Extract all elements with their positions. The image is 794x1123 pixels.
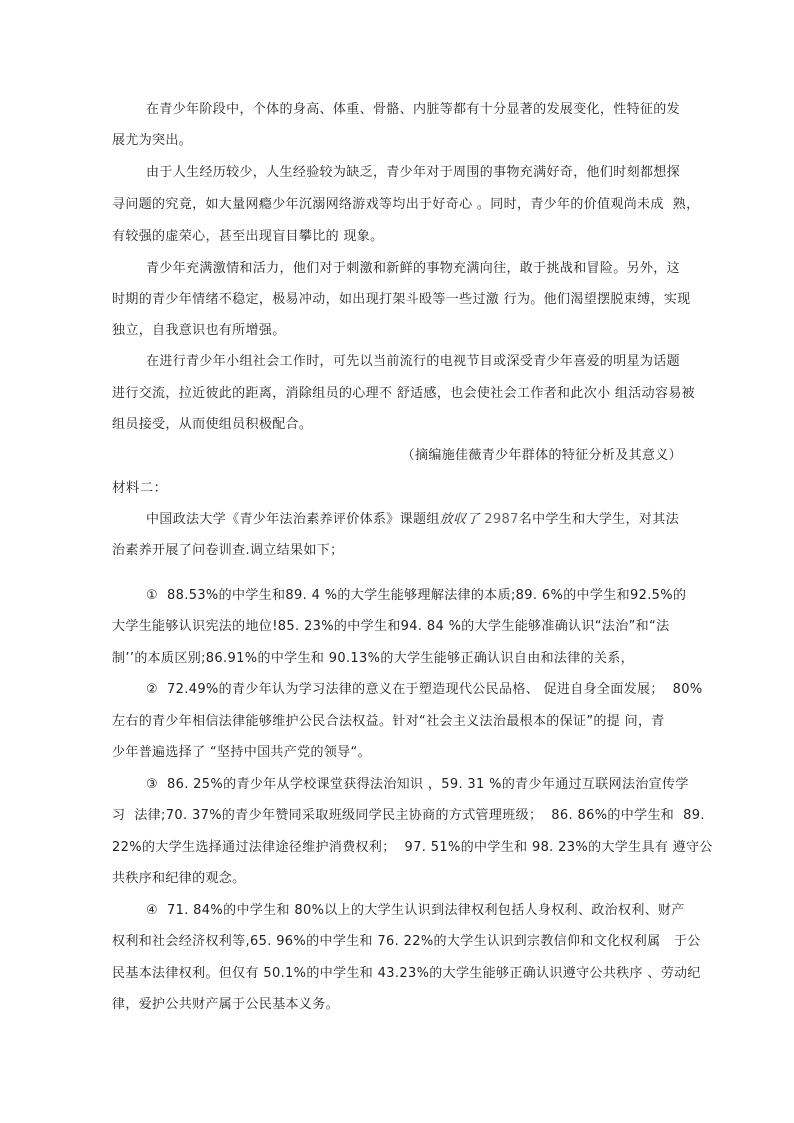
paragraph-4-line-3: 组员接受，从而使组员积极配合。	[112, 417, 313, 432]
material-two-heading: 材料二：	[112, 480, 168, 496]
item-4-line-2: 权利和社会经济权利等,65. 96%的中学生和 76. 22%的大学生认识到宗教信仰和文化权利属 于公	[112, 934, 701, 949]
intro-text-b: 放収了	[439, 512, 480, 527]
paragraph-1-line-2: 展尤为突出。	[112, 133, 193, 148]
item-3-line-1: ③ 86. 25%的青少年从学校课堂获得法治知识 ，59. 31 %的青少年通过互联网法治宣传学	[146, 777, 689, 792]
paragraph-3-line-2: 时期的青少年情绪不稳定，极易冲动，如出现打架斗殴等一些过激 行为。他们渴望摆脱束缚，实现	[112, 292, 691, 307]
item-2-line-2: 左右的青少年相信法律能够维护公民合法权益。针对“社会主义法治最根本的保证”的提 问，青	[112, 714, 665, 729]
item-3-line-4: 共秩序和纪律的观念。	[112, 871, 246, 886]
paragraph-2-line-2: 寻问题的究竟，如大量网瘾少年沉溺网络游戏等均出于好奇心 。同时，青少年的价值观尚未成 熟，	[112, 197, 700, 212]
paragraph-4-line-1: 在进行青少年小组社会工作时，可先以当前流行的电视节目或深受青少年喜爱的明星为话题	[146, 354, 681, 369]
item-3-line-3: 22%的大学生选择通过法律途径维护消费权利； 97. 51%的中学生和 98. 23%的大学生具有 遵守公	[112, 840, 713, 855]
paragraph-2-line-1: 由于人生经历较少，人生经验较为缺乏，青少年对于周围的事物充满好奇，他们时刻都想探	[146, 165, 681, 180]
item-2-line-3: 少年普遍选择了 “坚持中国共产党的领导“。	[112, 745, 371, 760]
item-4-line-1: ④ 71. 84%的中学生和 80%以上的大学生认识到法律权利包括人身权利、政治权利、财产	[146, 903, 685, 918]
source-note: （摘编施佳薇青少年群体的特征分析及其意义）	[401, 448, 682, 463]
intro-text-a: 中国政法大学《青少年法治素养评价体系》课题组	[146, 512, 440, 527]
paragraph-1-line-1: 在青少年阶段中，个体的身高、体重、骨骼、内脏等都有十分显著的发展变化，性特征的发	[146, 102, 681, 117]
intro-text-d: 名中学生和大学生，对其法	[518, 512, 679, 527]
paragraph-4-line-2: 进行交流，拉近彼此的距离，消除组员的心理不 舒适感，也会使社会工作者和此次小 组活动容易被	[112, 386, 696, 401]
item-3-line-2: 习 法律;70. 37%的青少年赞同采取班级同学民主协商的方式管理班级； 86. 86%的中学生和 89.	[112, 808, 705, 823]
paragraph-3-line-3: 独立，自我意识也有所增强。	[112, 323, 286, 338]
item-2-line-1: ② 72.49%的青少年认为学习法律的意义在于塑造现代公民品格、 促进自身全面发展； 80%	[146, 682, 703, 697]
intro-line-1	[146, 511, 679, 529]
item-1-line-2: 大学生能够认识宪法的地位!85. 23%的中学生和94. 84 %的大学生能够准确认识“法治”和“法	[112, 619, 670, 634]
intro-line-2: 治素养开展了问卷训查.调立结果如下；	[112, 543, 344, 558]
item-1-line-3: 制’’的本质区别;86.91%的中学生和 90.13%的大学生能够正确认识自由和法律的关系，	[112, 651, 635, 666]
paragraph-3-line-1: 青少年充满激情和活力，他们对于刺激和新鲜的事物充满向往，敢于挑战和冒险。另外，这	[146, 261, 681, 276]
item-4-line-3: 民基本法律权利。但仅有 50.1%的中学生和 43.23%的大学生能够正确认识遵守公共秩序 、劳动纪	[112, 966, 701, 981]
paragraph-2-line-3: 有较强的虚荣心，甚至出现盲目攀比的 现象。	[112, 229, 384, 244]
item-1-line-1: ① 88.53%的中学生和89. 4 %的大学生能够理解法律的本质;89. 6%的中学生和92.5%的	[146, 588, 687, 603]
intro-count: 2987	[479, 512, 519, 527]
item-4-line-4: 律，爱护公共财产属于公民基本义务。	[112, 997, 339, 1012]
